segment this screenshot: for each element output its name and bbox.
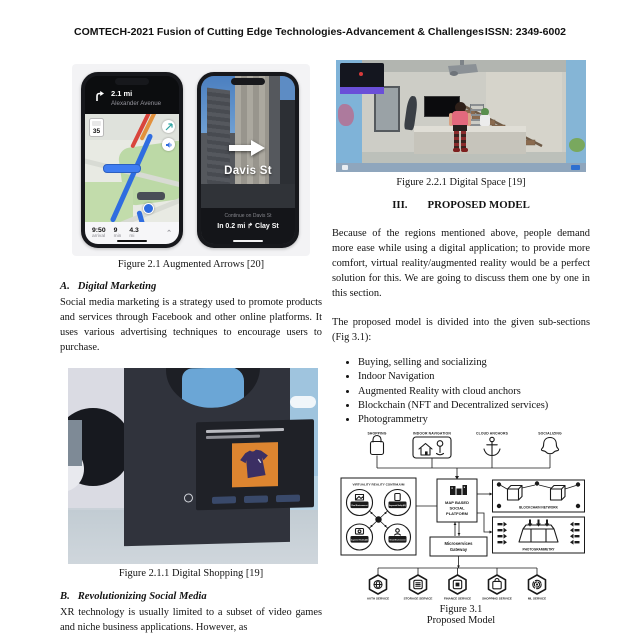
continuum-title: VIRTUALITY REALITY CONTINUUM [352,482,405,487]
wall-column [68,420,82,466]
map-view[interactable] [85,114,179,222]
option-button[interactable] [244,495,268,503]
turn-arrow-icon [94,90,106,102]
conference-title: COMTECH-2021 Fusion of Cutting Edge Technologies-Advancement & Challenges [74,26,484,38]
speaker-icon [165,141,173,149]
sky-right [566,60,586,172]
list-item: • Blockchain (NFT and Decentralized services) [358,399,590,413]
virtuality-continuum-box [341,478,416,555]
finance-service-node [449,575,466,594]
anchor-icon [484,437,500,455]
time-label: min [113,234,122,240]
ar-direction-arrow-icon [227,138,267,158]
distance-value: 4.3 [129,226,139,234]
video-toolbar[interactable] [336,163,586,172]
issn-number: ISSN: 2349-6002 [484,26,566,38]
bush [569,138,585,152]
node-label-socializing: SOCIALIZING [538,431,562,436]
send-icon [165,123,173,131]
buy-button[interactable] [212,496,236,504]
play-control[interactable] [342,165,348,170]
microservices-gateway-box [430,537,487,556]
figure-3-1-caption-line2: Proposed Model [426,615,496,626]
npc-avatar [478,108,492,128]
node-label-cloud-anchors: CLOUD ANCHORS [476,431,508,436]
current-location-marker [143,203,154,214]
maneuver-street: Alexander Avenue [111,100,162,107]
street-ground [201,184,295,208]
home-indicator [233,240,263,243]
auth-service-node [370,575,387,594]
maps-phone [81,72,183,248]
section-3-heading [332,199,590,211]
minimap-panel[interactable] [340,63,384,94]
service-label-shopping: SHOPPING SERVICE [482,596,512,601]
section-b-heading [60,591,207,602]
avatar-top [452,111,468,126]
time-value: 9 [113,226,118,234]
ar-phone [197,72,299,248]
eta-label: arrival [92,234,106,240]
service-label-ml: ML SERVICE [527,596,547,601]
product-text-line-2 [206,435,260,439]
storefront [124,368,290,546]
model-subsections-list [344,356,590,428]
photogrammetry-box [493,517,585,553]
figure-3-1-caption-line1: Figure 3.1 [439,604,483,615]
figure-2-1-caption: Figure 2.1 Augmented Arrows [20] [117,259,265,270]
service-label-storage: STORAGE SERVICE [403,596,433,601]
chevron-up-icon[interactable]: ⌃ [166,230,172,237]
page-header [74,26,566,38]
phone-notch [115,78,149,85]
phone-notch [231,78,265,85]
platform-line-1: MAP BASED [445,500,469,505]
platform-line-3: PLATFORM [446,511,468,516]
node-label-shopping: SHOPPING [367,431,387,436]
section-a-title: Digital Marketing [77,281,157,292]
product-panel[interactable] [196,419,314,510]
fullscreen-control[interactable] [571,165,580,170]
blue-shirt-display [182,368,244,409]
continue-text: Continue on Davis St [224,213,272,219]
player-avatar [448,102,472,158]
indoor-navigation-icon [413,437,451,458]
section-3-para2: The proposed model is divided into the given sub-sections (Fig 3.1): [332,317,590,343]
street-label-pill [103,164,141,173]
ar-instruction-panel [201,208,295,244]
service-label-auth: AUTH SERVICE [366,596,390,601]
figure-3-1-caption [332,604,590,626]
snapchat-ghost-icon [541,438,558,454]
platform-line-2: SOCIAL [449,505,465,511]
section-a-heading [60,281,156,292]
report-button[interactable] [162,120,175,133]
shopping-service-node [489,575,506,594]
section-b-body: XR technology is usually limited to a subset of video games and niche business applications. However, as [60,607,322,633]
map-based-social-platform-box [437,479,477,522]
minimap-marker [359,72,363,76]
home-indicator [117,240,147,243]
time-stat [114,227,122,240]
street-label-pill-dark [137,192,165,200]
section-3-title: PROPOSED MODEL [427,199,530,211]
section-b-number: B. [60,591,70,602]
list-item: • Buying, selling and socializing [358,356,590,370]
list-item: • Indoor Navigation [358,370,590,384]
tshirt-icon [238,449,272,480]
figure-2-1-1-caption: Figure 2.1.1 Digital Shopping [19] [118,568,264,579]
distance-stat [129,227,138,240]
eta-stat [92,227,106,240]
avatar-leg [454,131,459,149]
option-button-2[interactable] [276,495,300,503]
continuum-label-2: Augmented Virtuality (AV) [351,539,377,542]
display-window [166,368,260,409]
continuum-label-1: Augmented Reality (AR) [389,504,414,507]
avatar-shoe [453,148,460,152]
focus-ring [184,493,193,502]
ml-service-node [529,575,546,594]
gateway-line-1: Microservices [444,541,473,546]
figure-digital-space [336,60,586,172]
list-item: • Augmented Reality with cloud anchors [358,385,590,399]
avatar-leg [461,131,466,149]
distance-label: mi [129,234,135,240]
node-label-indoor-navigation: INDOOR NAVIGATION [413,431,451,436]
figure-2-2-1-caption: Figure 2.2.1 Digital Space [19] [396,177,526,188]
service-label-finance: FINANCE SERVICE [443,596,472,601]
ar-street-name: Davis St [224,165,272,178]
figure-proposed-model-diagram [340,428,590,602]
avatar-shoe [461,148,468,152]
continuum-label-0: Real Environment [351,504,370,507]
product-image-tile[interactable] [232,442,278,487]
npc-shirt [480,115,490,126]
storage-service-node [410,575,427,594]
service-connector-lines [378,556,537,575]
gateway-line-2: Gateway [449,547,468,552]
audio-button[interactable] [162,138,175,151]
minimap-footer [340,87,384,94]
maneuver-distance: 2.1 mi [111,89,133,98]
section-3-para1: Because of the regions mentioned above, people demand more ease while using a digital application; to provide more comfort, virtual reality/augmented reality would be a perfect solution for this. We are going to discuss them one by one in this section. [332,228,590,299]
coral-plant [338,104,354,126]
section-3-number: III. [392,199,408,211]
section-a-number: A. [60,281,70,292]
blockchain-network-box [493,480,585,512]
continuum-label-3: Virtual Environment [389,539,410,542]
product-text-line [206,428,284,433]
cloud [290,396,316,408]
figure-digital-shopping [68,368,318,564]
next-instruction: In 0.2 mi ↱ Clay St [217,222,279,230]
photogrammetry-label: PHOTOGRAMMETRY [522,547,555,552]
speed-limit-badge: 35 [89,118,104,137]
ceiling-lamp [440,60,484,78]
blockchain-label: BLOCKCHAIN NETWORK [519,505,558,510]
figure-augmented-arrows [72,64,310,256]
section-a-body: Social media marketing is a strategy used to promote products and services through Facebook and other online platforms. It uses various advertising techniques to encourage users to purchase. [60,297,322,353]
product-buttons [212,495,300,504]
shopping-bag-icon [371,436,384,455]
eta-value: 9:50 [92,226,106,234]
top-connector-lines [377,455,550,480]
section-b-title: Revolutionizing Social Media [77,591,207,602]
list-item: • Photogrammetry [358,413,590,427]
